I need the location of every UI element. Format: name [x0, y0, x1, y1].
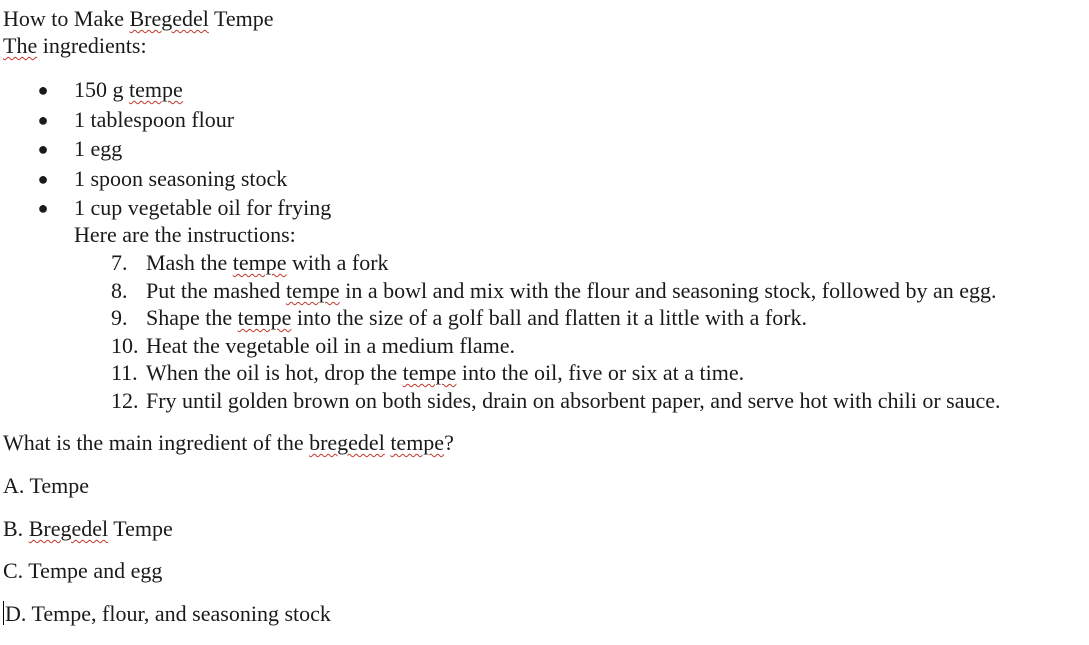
instruction-misspelled-word: tempe — [285, 278, 340, 303]
ingredient-misspelled-word: tempe — [129, 77, 183, 102]
bullet-icon: ● — [37, 80, 49, 100]
ingredients-heading-rest: ingredients: — [37, 33, 147, 58]
ingredients-heading-misspelled: The — [3, 33, 38, 58]
instruction-number: 7. — [111, 250, 128, 275]
text-cursor — [3, 601, 4, 625]
instruction-number: 10. — [111, 333, 139, 358]
instruction-text: Fry until golden brown on both sides, drain on absorbent paper, and serve hot with chili or sauce. — [146, 388, 1001, 413]
instruction-text: Heat the vegetable oil in a medium flame. — [146, 333, 515, 358]
option-b-post: Tempe — [108, 516, 173, 541]
instruction-text: with a fork — [286, 250, 389, 275]
ingredient-text: 150 g — [74, 77, 129, 102]
instruction-text: Put the mashed — [146, 278, 286, 303]
instruction-text: into the size of a golf ball and flatten it a little with a fork. — [291, 305, 808, 330]
bullet-icon: ● — [37, 110, 49, 130]
instruction-text: Shape the — [146, 305, 238, 330]
option-d — [3, 600, 331, 628]
instruction-misspelled-word: tempe — [237, 305, 292, 330]
title-text-pre: How to Make — [3, 6, 130, 31]
ingredients-heading — [3, 32, 147, 60]
question-misspelled-word: bregedel — [309, 430, 385, 455]
option-b-misspelled-word: Bregedel — [28, 516, 109, 541]
instruction-number: 11. — [111, 360, 138, 385]
bullet-icon: ● — [37, 139, 49, 159]
instruction-number: 8. — [111, 278, 128, 303]
option-c: C. Tempe and egg — [3, 558, 163, 583]
ingredient-text: 1 egg — [74, 136, 123, 161]
option-a: A. Tempe — [3, 473, 90, 498]
instruction-misspelled-word: tempe — [232, 250, 287, 275]
ingredient-text: 1 tablespoon flour — [74, 107, 235, 132]
question-misspelled-word: tempe — [390, 430, 445, 455]
option-b — [3, 515, 173, 543]
bullet-icon: ● — [37, 169, 49, 189]
instruction-number: 12. — [111, 388, 139, 413]
title-misspelled-word: Bregedel — [129, 6, 209, 31]
instruction-text: Mash the — [146, 250, 233, 275]
document-title — [3, 5, 274, 33]
instruction-text: When the oil is hot, drop the — [146, 360, 403, 385]
instructions-heading: Here are the instructions: — [74, 222, 296, 247]
bullet-icon: ● — [37, 198, 49, 218]
ingredient-text: 1 spoon seasoning stock — [74, 166, 288, 191]
instruction-text: into the oil, five or six at a time. — [456, 360, 745, 385]
question-post: ? — [444, 430, 454, 455]
option-b-pre: B. — [3, 516, 29, 541]
instruction-number: 9. — [111, 305, 128, 330]
title-text-post: Tempe — [208, 6, 274, 31]
option-d-text: D. Tempe, flour, and seasoning stock — [5, 601, 331, 626]
ingredient-text: 1 cup vegetable oil for frying — [74, 195, 332, 220]
question-pre: What is the main ingredient of the — [3, 430, 310, 455]
instruction-misspelled-word: tempe — [402, 360, 457, 385]
question-text — [3, 429, 454, 457]
instruction-text: in a bowl and mix with the flour and seasoning stock, followed by an egg. — [339, 278, 997, 303]
